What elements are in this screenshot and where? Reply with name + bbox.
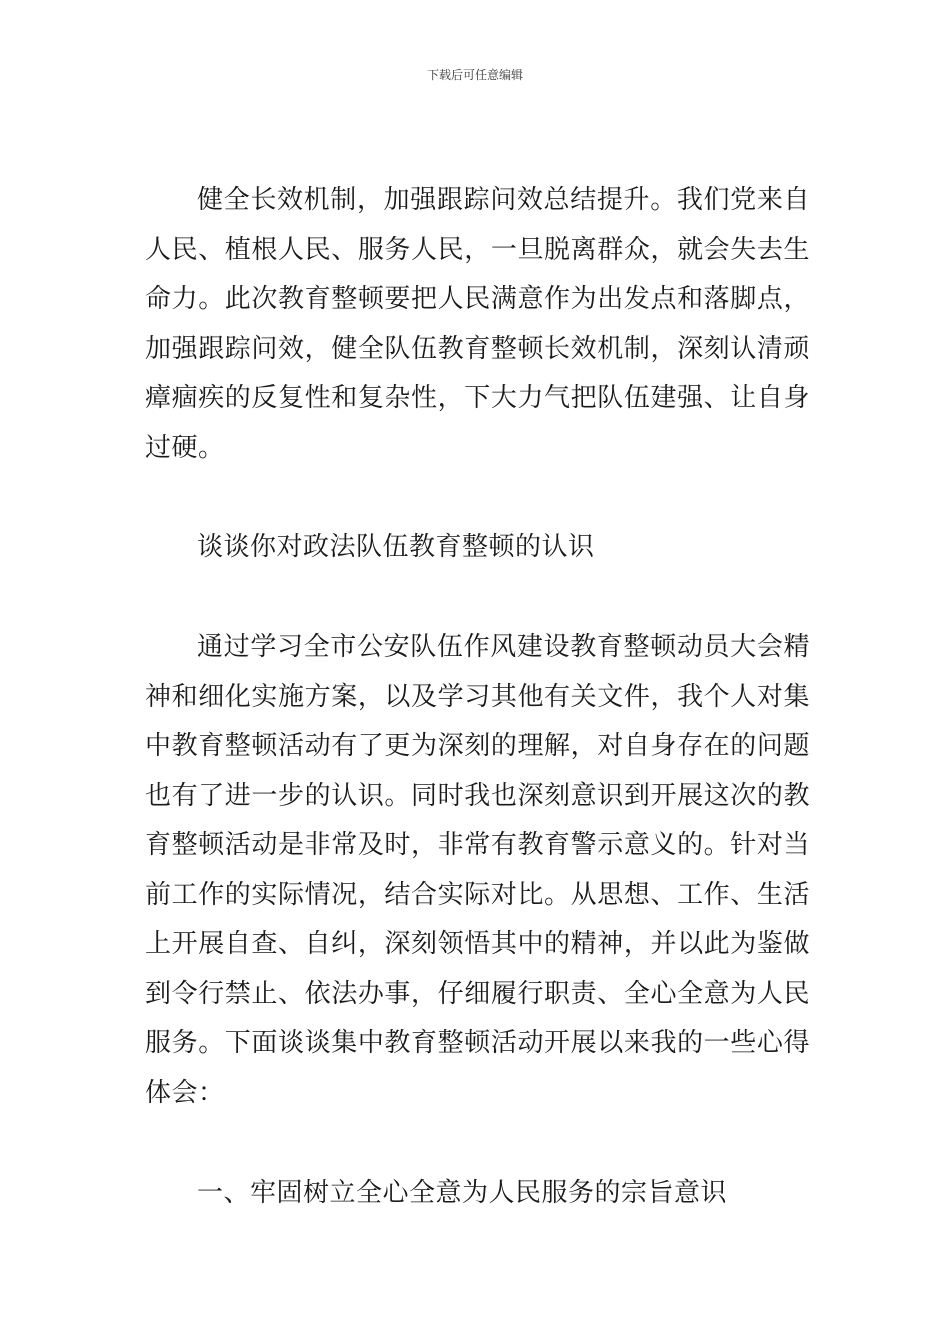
- page-header: 下载后可任意编辑: [426, 68, 523, 82]
- section-heading-1: 谈谈你对政法队伍教育整顿的认识: [197, 532, 595, 562]
- paragraph-1: 健全长效机制，加强跟踪问效总结提升。我们党来自人民、植根人民、服务人民，一旦脱离群众，就会失去生命力。此次教育整顿要把人民满意作为出发点和落脚点，加强跟踪问效，健全队伍教育整顿长效机制，深刻认清顽瘴痼疾的反复性和复杂性，下大力气把队伍建强、让自身过硬。: [145, 185, 810, 463]
- section-heading-2: 一、牢固树立全心全意为人民服务的宗旨意识: [197, 1178, 728, 1208]
- paragraph-2: 通过学习全市公安队伍作风建设教育整顿动员大会精神和细化实施方案，以及学习其他有关文件，我个人对集中教育整顿活动有了更为深刻的理解，对自身存在的问题也有了进一步的认识。同时我也深刻意识到开展这次的教育整顿活动是非常及时，非常有教育警示意义的。针对当前工作的实际情况，结合实际对比。从思想、工作、生活上开展自查、自纠，深刻领悟其中的精神，并以此为鉴做到令行禁止、依法办事，仔细履行职责、全心全意为人民服务。下面谈谈集中教育整顿活动开展以来我的一些心得体会：: [145, 632, 810, 1108]
